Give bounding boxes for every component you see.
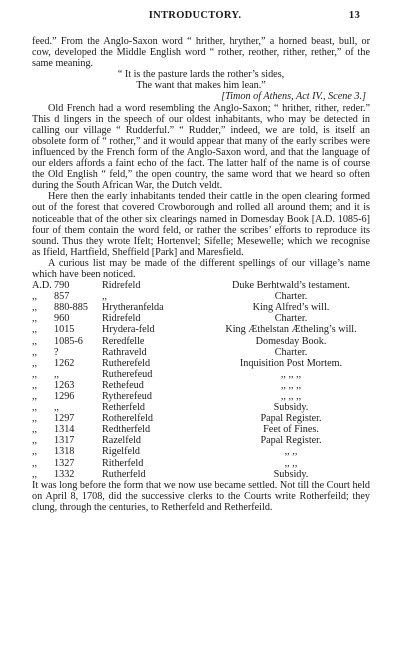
year: 790 <box>54 280 70 292</box>
paragraph: Old French had a word resembling the Anglo-Saxon; “ hrither, rither, reder.” This d lingers in the speech of our oldest inhabitants, who may be detected in calling our village “ Rudderful.” “ Rudder,” indeed, we are told, is itself an obsolete form of “ rother,” and it would appear that many of the early scribes were influenced by the French form of the Anglo-Saxon word, and that the language of our elders affords a faint echo of the fact. The latter half of the name is of course the Old English “ feld,” the open country, the same word that we heard so often during the South African War, the Dutch veldt. <box>32 102 370 192</box>
table-row <box>32 424 370 435</box>
spelling: Ridrefeld <box>102 313 141 325</box>
spelling: Rathraveld <box>102 346 147 358</box>
source: ,, ,, ,, <box>280 379 302 391</box>
running-title: INTRODUCTORY. <box>148 10 242 21</box>
source: Charter. <box>274 291 308 303</box>
table-row <box>32 380 370 391</box>
year: 1296 <box>54 391 75 402</box>
source: Subsidy. <box>273 402 309 414</box>
source: Papal Register. <box>260 413 322 425</box>
year: ,, <box>54 402 60 414</box>
date-prefix: ,, <box>32 302 38 314</box>
spelling: Razelfeld <box>102 435 142 447</box>
table-row <box>32 413 370 424</box>
source: Feet of Fines. <box>263 424 319 436</box>
table-row <box>32 458 370 469</box>
table-row <box>32 302 370 313</box>
table-row <box>32 391 370 402</box>
table-row <box>32 358 370 369</box>
spelling: Rytherefeud <box>102 391 152 402</box>
spelling: Rethefeud <box>102 379 144 391</box>
source: Subsidy. <box>273 468 309 480</box>
year: 857 <box>54 291 70 303</box>
paragraph: It was long before the form that we now use became settled. Not till the Court held on April 8, 1708, did the successive clerks to the Courts write Rotherfeild; they clung, through the centuries, to Retherfeld and Retherfeild. <box>32 479 370 513</box>
date-prefix: ,, <box>32 402 38 414</box>
table-row <box>32 336 370 347</box>
year: 1314 <box>54 424 75 436</box>
date-prefix: ,, <box>32 424 38 436</box>
date-prefix: ,, <box>32 357 38 369</box>
spelling: Rotherelfeld <box>102 413 153 425</box>
date-prefix: ,, <box>32 446 38 458</box>
quote-line: The want that makes him lean.” <box>136 80 266 92</box>
source: Charter. <box>274 313 308 325</box>
spelling: Rutherefeld <box>102 357 151 369</box>
table-row <box>32 280 370 291</box>
date-prefix: ,, <box>32 457 38 469</box>
source: ,, ,, ,, <box>280 391 302 402</box>
body-text <box>32 36 370 513</box>
date-prefix: ,, <box>32 368 38 380</box>
spelling: Ritherfeld <box>102 457 144 469</box>
year: 1262 <box>54 357 75 369</box>
date-prefix: ,, <box>32 468 38 480</box>
source: King Æthelstan Ætheling’s will. <box>225 324 357 336</box>
quote-attribution: [Timon of Athens, Act IV., Scene 3.] <box>221 91 366 103</box>
year: 1318 <box>54 446 75 458</box>
year: 1015 <box>54 324 75 336</box>
source: ,, ,, ,, <box>280 368 302 380</box>
year: 1327 <box>54 457 75 469</box>
year: ,, <box>54 368 60 380</box>
year: 880-885 <box>54 302 88 314</box>
table-row <box>32 446 370 457</box>
year: ? <box>54 346 59 358</box>
spelling: Redtherfeld <box>102 424 151 436</box>
date-prefix: ,, <box>32 435 38 447</box>
table-row <box>32 469 370 480</box>
spelling: ,, <box>102 291 108 303</box>
table-row <box>32 324 370 335</box>
source: Papal Register. <box>260 435 322 447</box>
paragraph: A curious list may be made of the different spellings of our village’s name which have been noticed. <box>32 257 370 280</box>
year: 1085-6 <box>54 335 83 347</box>
spelling: Retherfeld <box>102 402 145 414</box>
date-prefix: A.D. <box>32 280 52 292</box>
spelling: Ridrefeld <box>102 280 141 292</box>
spelling: Rigelfeld <box>102 446 140 458</box>
year: 960 <box>54 313 70 325</box>
source: Domesday Book. <box>255 335 327 347</box>
date-prefix: ,, <box>32 391 38 402</box>
table-row <box>32 347 370 358</box>
spelling: Hrydera-feld <box>102 324 155 336</box>
date-prefix: ,, <box>32 413 38 425</box>
spelling: Reredfelle <box>102 335 145 347</box>
page-number: 13 <box>348 10 360 21</box>
source: Charter. <box>274 346 308 358</box>
source: King Alfred’s will. <box>252 302 330 314</box>
date-prefix: ,, <box>32 291 38 303</box>
quote-line: “ It is the pasture lards the rother’s sides, <box>117 69 285 81</box>
table-row <box>32 435 370 446</box>
date-prefix: ,, <box>32 324 38 336</box>
table-row <box>32 291 370 302</box>
paragraph: Here then the early inhabitants tended their cattle in the open clearing formed out of the forest that covered Crowborough and rolled all around them; and it is noticeable that of the other six clearings named in Domesday Book [A.D. 1085-6] four of them contain the word feld, or rather the scribes’ efforts to reproduce its sound. Thus they wrote Ifelt; Hortenvel; Sifelle; Mesewelle; which we recognise as Ifield, Hartfield, Sheffield [Park] and Maresfield. <box>32 191 370 258</box>
spelling: Hrytheranfelda <box>102 302 164 314</box>
source: Duke Berhtwald’s testament. <box>232 280 350 292</box>
table-row <box>32 313 370 324</box>
table-row <box>32 369 370 380</box>
spelling: Rutherefeud <box>102 368 153 380</box>
date-prefix: ,, <box>32 379 38 391</box>
year: 1317 <box>54 435 75 447</box>
spellings-table <box>32 280 370 480</box>
year: 1263 <box>54 379 75 391</box>
year: 1332 <box>54 468 75 480</box>
source: ,, ,, <box>284 446 298 458</box>
date-prefix: ,, <box>32 335 38 347</box>
paragraph: feed.” From the Anglo-Saxon word “ hrither, hryther,” a horned beast, bull, or cow, developed the Middle English word “ rother, reother, rither, rether,” of the same meaning. <box>32 36 370 70</box>
spelling: Rutherfeld <box>102 468 146 480</box>
year: 1297 <box>54 413 75 425</box>
date-prefix: ,, <box>32 346 38 358</box>
source: Inquisition Post Mortem. <box>239 357 343 369</box>
table-row <box>32 402 370 413</box>
date-prefix: ,, <box>32 313 38 325</box>
source: ,, ,, <box>284 457 298 469</box>
